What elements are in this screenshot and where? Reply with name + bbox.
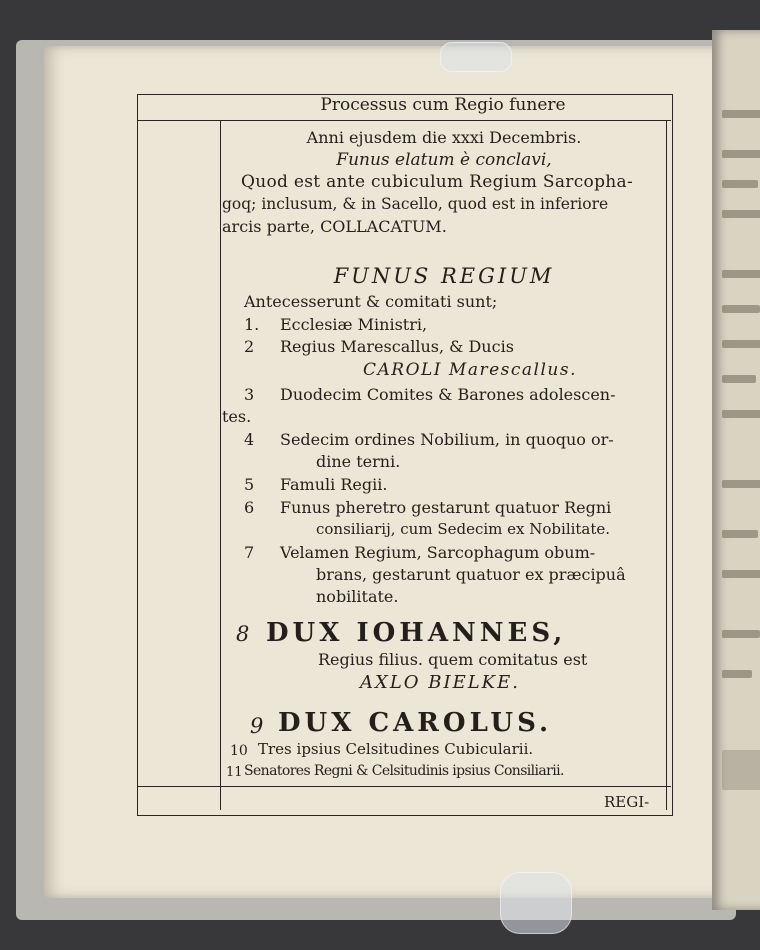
intro-funus-line: Funus elatum è conclavi, [336,150,552,170]
item-8-line-2: AXLO BIELKE. [360,672,520,693]
item-6-line-1: Funus pheretro gestarunt quatuor Regni [280,498,612,517]
running-header: Processus cum Regio funere [320,95,566,115]
item-2-line-1: Regius Marescallus, & Ducis [280,337,514,356]
item-11-number: 11 [226,765,243,780]
section-intro: Antecesserunt & comitati sunt; [244,292,498,311]
item-7-line-3: nobilitate. [316,587,399,606]
catchword: REGI- [604,793,650,811]
item-11-text: Senatores Regni & Celsitudinis ipsius Consiliarii. [244,763,564,779]
item-4-number: 4 [244,430,255,449]
item-2-line-2: CAROLI Marescallus. [363,360,577,380]
item-6-number: 6 [244,498,255,517]
item-8-number: 8 [236,622,250,646]
item-8-line-1: Regius filius. quem comitatus est [318,650,588,669]
item-4-line-2: dine terni. [316,452,401,471]
page-clip-bottom [500,872,572,934]
intro-line-5: arcis parte, COLLACATUM. [222,217,447,236]
item-1-line-1: Ecclesiæ Ministri, [280,315,428,334]
item-10-number: 10 [230,743,248,759]
frame-left-rule [220,120,221,810]
intro-line-4: goq; inclusum, & in Sacello, quod est in inferiore [222,195,609,213]
item-1-number: 1. [244,315,260,334]
item-2-number: 2 [244,337,255,356]
item-5-line-1: Famuli Regii. [280,475,388,494]
facing-page-edge [712,30,760,910]
item-9-number: 9 [250,714,264,738]
intro-date-line: Anni ejusdem die xxxi Decembris. [306,128,582,147]
item-3-line-1: Duodecim Comites & Barones adolescen- [280,385,616,404]
item-3-number: 3 [244,385,255,404]
item-4-line-1: Sedecim ordines Nobilium, in quoquo or- [280,430,614,449]
header-rule [137,120,671,121]
item-3-line-2: tes. [222,407,252,426]
item-7-number: 7 [244,543,255,562]
item-8-title: DUX IOHANNES, [266,618,567,648]
section-title: FUNUS REGIUM [333,264,555,288]
intro-line-3: Quod est ante cubiculum Regium Sarcopha- [241,172,634,192]
page-clip-top [440,42,512,72]
item-5-number: 5 [244,475,255,494]
item-7-line-1: Velamen Regium, Sarcophagum obum- [280,543,596,562]
item-9-title: DUX CAROLUS. [278,708,553,738]
item-10-text: Tres ipsius Celsitudines Cubicularii. [258,740,534,758]
frame-right-rule [666,120,667,810]
item-6-line-2: consiliarij, cum Sedecim ex Nobilitate. [316,520,611,538]
bottom-rule [137,786,671,787]
item-7-line-2: brans, gestarunt quatuor ex præcipuâ [316,565,626,584]
